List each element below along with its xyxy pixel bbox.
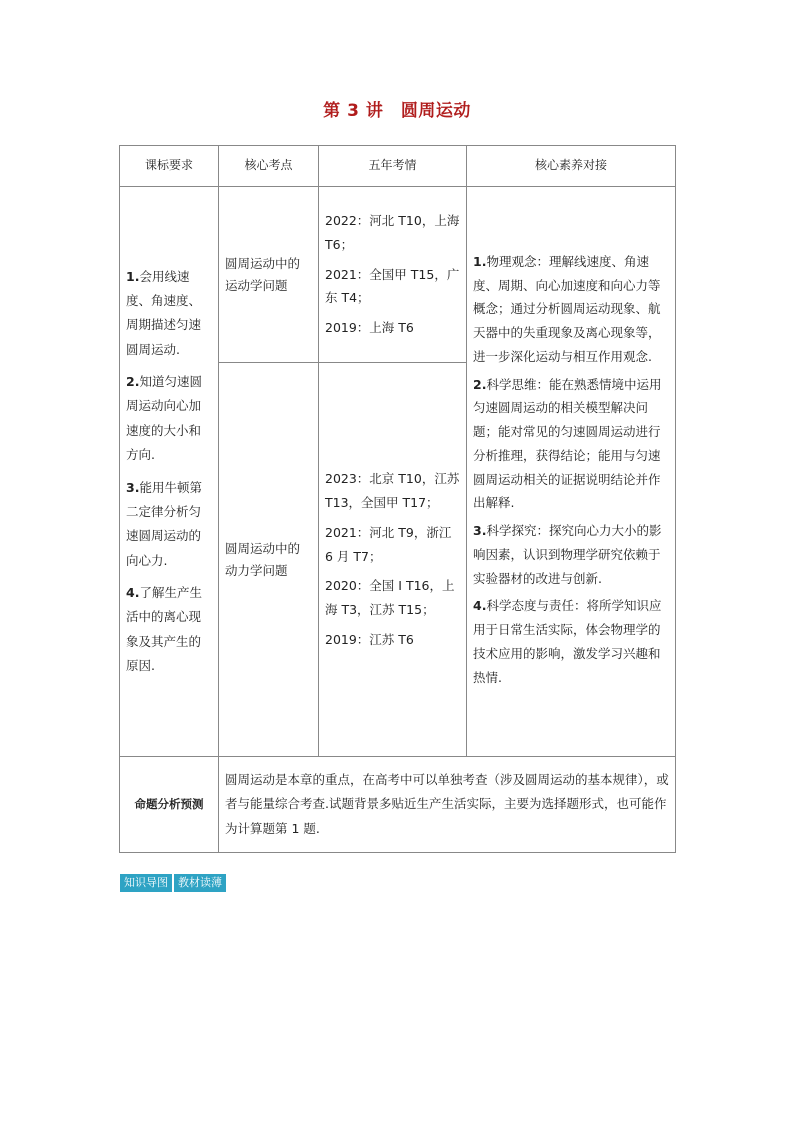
- table-row: [120, 187, 676, 363]
- header-core-literacy: 核心素养对接: [467, 146, 676, 187]
- exam-history-kinematics: [319, 187, 467, 363]
- exam-entry: 2022：河北 T10，上海 T6；: [325, 213, 460, 252]
- requirement-item: 2.知道匀速圆周运动向心加速度的大小和方向.: [126, 374, 202, 463]
- exam-entry: 2021：河北 T9，浙江 6 月 T7；: [325, 524, 452, 564]
- tag-textbook-reading[interactable]: 教材读薄: [174, 874, 226, 892]
- exam-entry: 2019：江苏 T6: [325, 631, 414, 647]
- requirement-item: 3.能用牛顿第二定律分析匀速圆周运动的向心力.: [126, 479, 202, 568]
- exam-entry: 2019：上海 T6: [325, 320, 414, 336]
- table-header-row: [120, 146, 676, 187]
- exam-entry: 2023：北京 T10，江苏 T13，全国甲 T17；: [325, 471, 460, 511]
- literacy-item: 4.科学态度与责任：将所学知识应用于日常生活实际，体会物理学的技术应用的影响，激发学习兴趣和热情.: [473, 598, 662, 685]
- literacy-item: 2.科学思维：能在熟悉情境中运用匀速圆周运动的相关模型解决问题；能对常见的匀速圆周运动进行分析推理，获得结论；能用与匀速圆周运动相关的证据说明结论并作出解释.: [473, 376, 662, 511]
- exam-entry: 2020：全国 I T16，上海 T3，江苏 T15；: [325, 578, 455, 618]
- key-point-dynamics: 圆周运动中的动力学问题: [219, 363, 319, 757]
- exam-entry: 2021：全国甲 T15，广东 T4；: [325, 266, 460, 306]
- requirements-cell: [120, 187, 219, 757]
- header-exam-history: 五年考情: [319, 146, 467, 187]
- requirement-item: 4.了解生产生活中的离心现象及其产生的原因.: [126, 585, 202, 674]
- page-title: 第 3 讲 圆周运动: [323, 101, 471, 121]
- header-key-points: 核心考点: [219, 146, 319, 187]
- prediction-row: [120, 757, 676, 853]
- prediction-text: 圆周运动是本章的重点，在高考中可以单独考查（涉及圆周运动的基本规律），或者与能量综合考查.试题背景多贴近生产生活实际，主要为选择题形式，也可能作为计算题第 1 题.: [219, 757, 676, 853]
- literacy-item: 3.科学探究：探究向心力大小的影响因素，认识到物理学研究依赖于实验器材的改进与创新.: [473, 523, 662, 586]
- tag-knowledge-map[interactable]: 知识导图: [120, 874, 172, 892]
- exam-history-dynamics: [319, 363, 467, 757]
- prediction-label: 命题分析预测: [120, 757, 219, 853]
- requirement-item: 1.会用线速度、角速度、周期描述匀速圆周运动.: [126, 268, 202, 357]
- core-literacy-cell: [467, 187, 676, 757]
- curriculum-table: [119, 145, 676, 853]
- section-tags: [120, 874, 226, 892]
- header-requirements: 课标要求: [120, 146, 219, 187]
- key-point-kinematics: 圆周运动中的运动学问题: [219, 187, 319, 363]
- literacy-item: 1.物理观念：理解线速度、角速度、周期、向心加速度和向心力等概念；通过分析圆周运动现象、航天器中的失重现象及离心现象等，进一步深化运动与相互作用观念.: [473, 253, 661, 364]
